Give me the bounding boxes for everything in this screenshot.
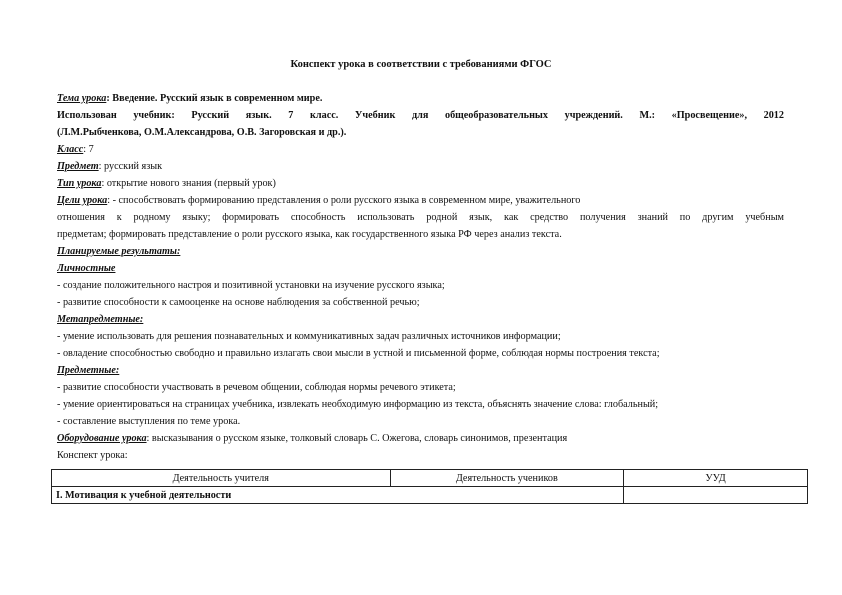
meta-item-2: - овладение способностью свободно и правильно излагать свои мысли в устной и письменной форме, соблюдая нормы построения текста;	[57, 348, 660, 359]
personal-item-1: - создание положительного настроя и позитивной установки на изучение русского языка;	[57, 280, 445, 291]
lesson-table	[51, 469, 808, 504]
document-body	[57, 90, 784, 464]
textbook-line-2: (Л.М.Рыбченкова, О.М.Александрова, О.В. Загоровская и др.).	[57, 127, 347, 138]
subject-results-heading	[57, 362, 784, 379]
document-title: Конспект урока в соответствии с требованиями ФГОС	[290, 59, 552, 70]
goals-line-1	[57, 192, 784, 209]
table-header-teacher: Деятельность учителя	[52, 470, 391, 487]
equipment-label: Оборудование урока	[57, 433, 147, 444]
planned-results-heading	[57, 243, 784, 260]
table-header-row	[52, 470, 808, 487]
meta-item-1: - умение использовать для решения познавательных и коммуникативных задач различных источников информации;	[57, 331, 561, 342]
lesson-type-label: Тип урока	[57, 178, 102, 189]
class-value: : 7	[83, 144, 94, 155]
subject-results-item-1: - развитие способности участвовать в речевом общении, соблюдая нормы речевого этикета;	[57, 382, 456, 393]
personal-item-2: - развитие способности к самооценке на основе наблюдения за собственной речью;	[57, 297, 420, 308]
topic-value: : Введение. Русский язык в современном мире.	[106, 93, 323, 104]
equipment-line	[57, 430, 784, 447]
personal-label: Личностные	[57, 263, 116, 274]
lesson-type-line	[57, 175, 784, 192]
subject-results-label: Предметные:	[57, 365, 120, 376]
table-header-uud: УУД	[624, 470, 808, 487]
equipment-value: : высказывания о русском языке, толковый словарь С. Ожегова, словарь синонимов, презентация	[146, 433, 568, 444]
table-section-motivation: I. Мотивация к учебной деятельности	[52, 487, 624, 504]
goals-label: Цели урока	[57, 195, 108, 206]
table-cell-empty	[624, 487, 808, 504]
goals-text-1: : - способствовать формированию представления о роли русского языка в современном мире, уважительного	[107, 195, 581, 206]
personal-heading	[57, 260, 784, 277]
goals-line-2: отношения к родному языку; формировать способность использовать родной язык, как средство получения знаний по другим учебным	[57, 212, 784, 223]
topic-label: Тема урока	[57, 93, 107, 104]
class-line	[57, 141, 784, 158]
table-header-students: Деятельность учеников	[390, 470, 624, 487]
subject-results-item-3: - составление выступления по теме урока.	[57, 416, 241, 427]
lesson-type-value: : открытие нового знания (первый урок)	[101, 178, 276, 189]
subject-line	[57, 158, 784, 175]
outline-label: Конспект урока:	[57, 450, 128, 461]
topic-line	[57, 90, 784, 107]
subject-label: Предмет	[57, 161, 99, 172]
table-row	[52, 487, 808, 504]
goals-line-3: предметам; формировать представление о роли русского языка, как государственного языка РФ через анализ текста.	[57, 229, 562, 240]
planned-results-label: Планируемые результаты:	[57, 246, 181, 257]
subject-results-item-2: - умение ориентироваться на страницах учебника, извлекать необходимую информацию из текста, объяснять значение слова: глобальный;	[57, 399, 659, 410]
class-label: Класс	[57, 144, 84, 155]
meta-heading	[57, 311, 784, 328]
meta-label: Метапредметные:	[57, 314, 144, 325]
textbook-line-1: Использован учебник: Русский язык. 7 класс. Учебник для общеобразовательных учреждений. М.: «Просвещение», 2012	[57, 110, 784, 121]
subject-value: : русский язык	[98, 161, 163, 172]
